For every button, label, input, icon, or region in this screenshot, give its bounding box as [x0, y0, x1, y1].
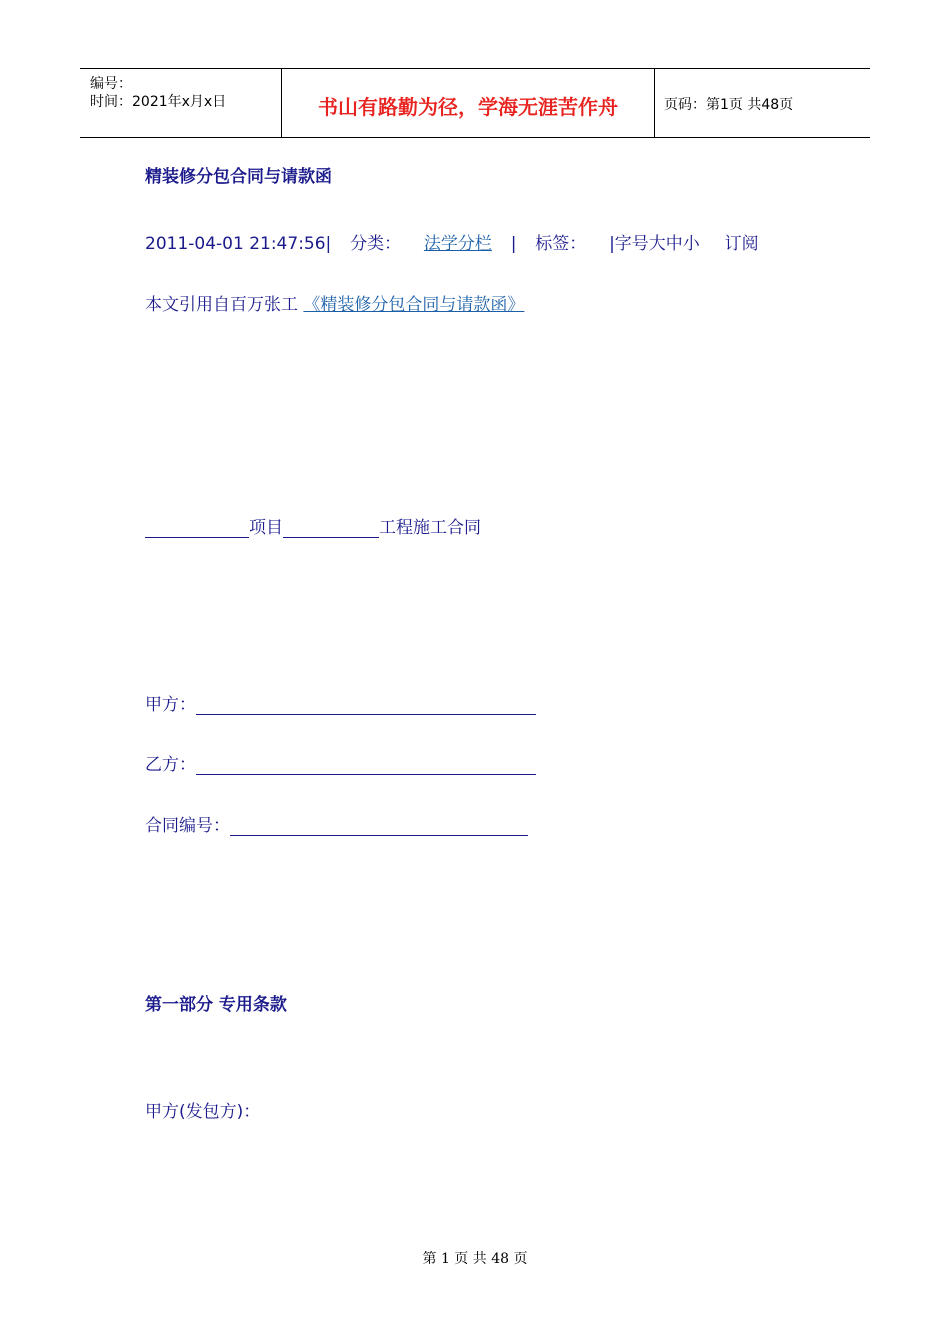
party-a-line	[145, 690, 536, 715]
party-b-label: 乙方：	[145, 755, 196, 775]
category-label: 分类：	[350, 234, 402, 254]
page-info: 页码：第1页 共48页	[664, 97, 794, 113]
article-meta	[145, 229, 759, 254]
article-title: 精装修分包合同与请款函	[145, 167, 332, 187]
date-label: 时间：2021年x月x日	[90, 94, 227, 110]
contract-no-blank	[230, 817, 528, 836]
citation	[145, 290, 524, 315]
citation-prefix: 本文引用自百万张工	[145, 295, 298, 315]
contract-label: 工程施工合同	[379, 518, 481, 538]
party-b-blank	[196, 756, 536, 775]
party-a-label: 甲方：	[145, 695, 196, 715]
subscribe-link[interactable]: 订阅	[724, 234, 759, 254]
motto: 书山有路勤为径，学海无涯苦作舟	[318, 95, 618, 119]
header-right-cell	[654, 69, 870, 137]
contract-no-label: 合同编号：	[145, 816, 230, 836]
section-heading: 第一部分 专用条款	[145, 995, 287, 1015]
project-blank	[145, 519, 249, 538]
party-a-employer: 甲方(发包方)：	[145, 1102, 261, 1122]
project-label: 项目	[249, 518, 283, 538]
party-b-line	[145, 750, 536, 775]
post-datetime: 2011-04-01 21:47:56|	[145, 234, 332, 254]
meta-separator: |	[510, 234, 517, 254]
contract-blank	[283, 519, 379, 538]
header-middle-cell	[281, 69, 655, 137]
font-size-options[interactable]: |字号大中小	[609, 234, 700, 254]
page-footer: 第 1 页 共 48 页	[422, 1251, 528, 1267]
category-link[interactable]: 法学分栏	[423, 234, 492, 254]
contract-title-line	[145, 513, 481, 538]
number-label: 编号：	[90, 76, 132, 92]
tags-label: 标签：	[535, 234, 587, 254]
header-left-cell	[80, 69, 281, 137]
citation-link[interactable]: 《精装修分包合同与请款函》	[303, 295, 525, 315]
party-a-blank	[196, 696, 536, 715]
document-header	[80, 68, 870, 138]
contract-no-line	[145, 811, 528, 836]
